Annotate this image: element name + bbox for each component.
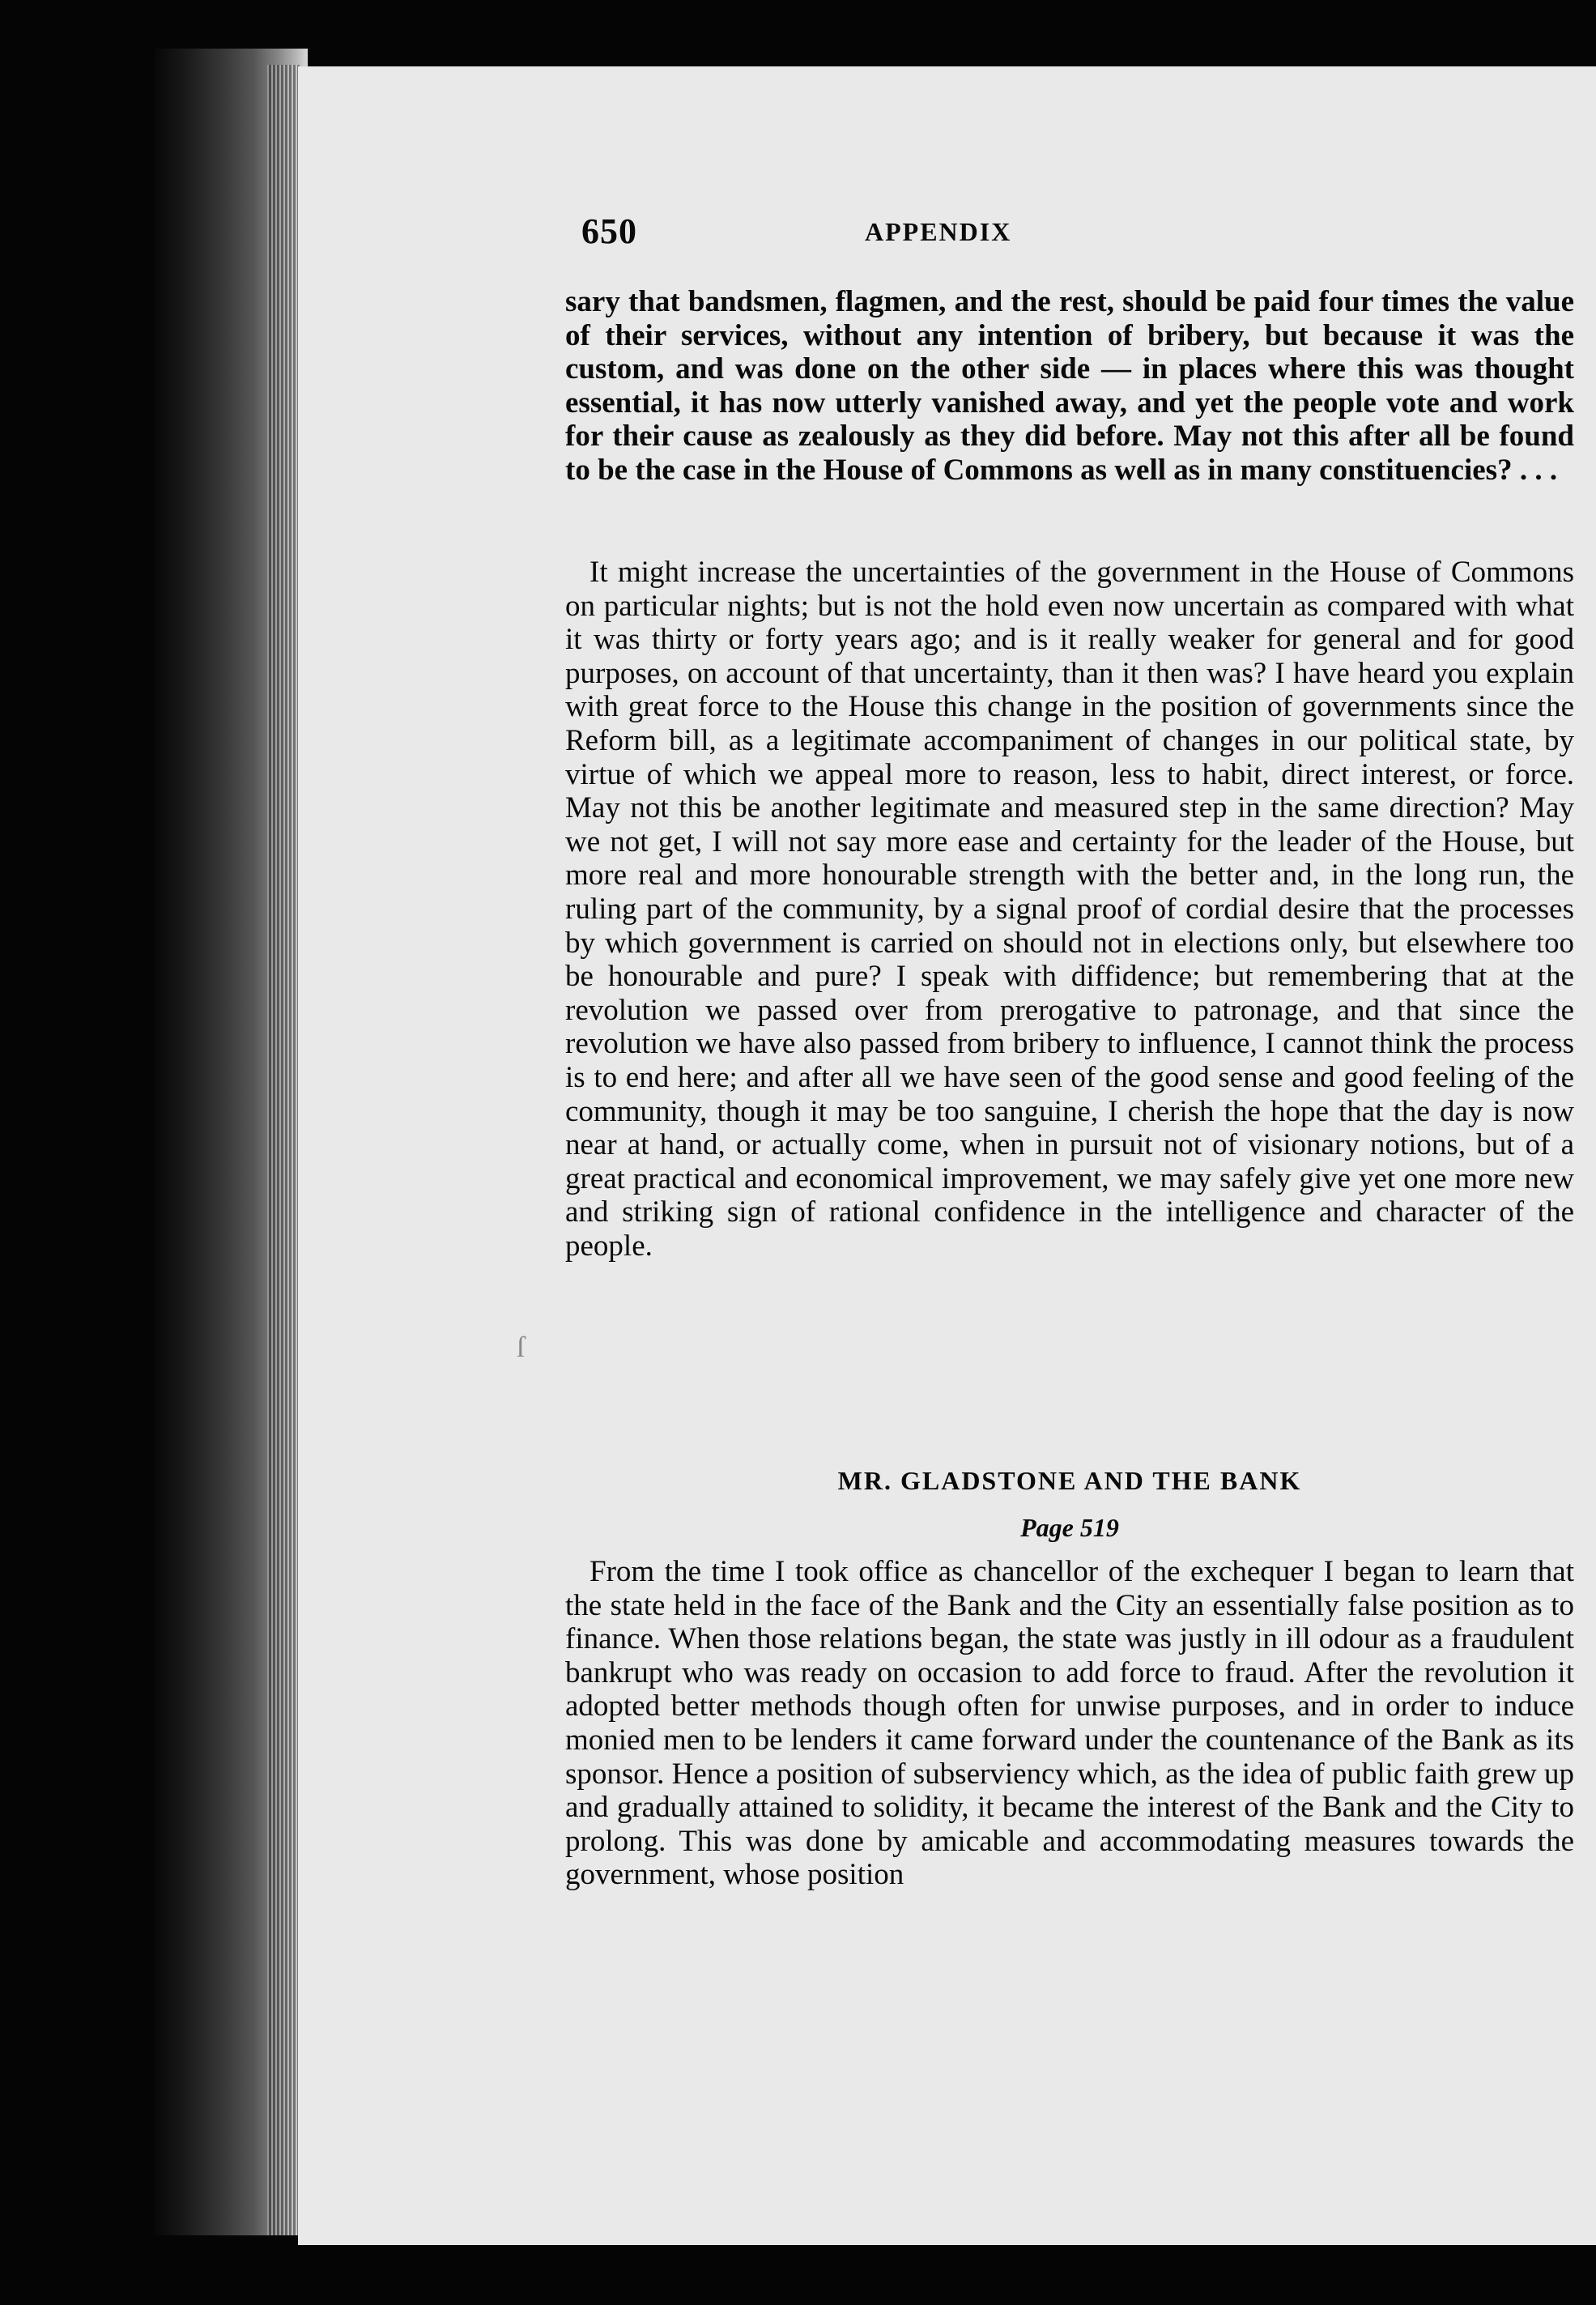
section-heading: MR. GLADSTONE AND THE BANK xyxy=(837,1466,1302,1495)
running-head xyxy=(298,211,1596,259)
paragraph-uncertainties xyxy=(565,556,1574,1263)
margin-mark: ſ xyxy=(517,1331,526,1363)
page-edge-lines xyxy=(267,65,300,2235)
book-page xyxy=(298,66,1596,2245)
continued-paragraph xyxy=(565,285,1574,488)
page-number: 650 xyxy=(581,211,637,251)
page-reference: Page 519 xyxy=(1020,1513,1119,1542)
paragraph-text: It might increase the uncertainties of the government in the House of Commons on particular nights; but is not the hold even now uncertain as compared with what it was thirty or forty years ago; and is it really weaker for general and for good purposes, on account of that uncertainty, than it then was? I have heard you explain with great force to the House this change in the position of governments since the Reform bill, as a legitimate accompaniment of changes in our political state, by virtue of which we appeal more to reason, less to habit, direct interest, or force. May not this be another legitimate and measured step in the same direction? May we not get, I will not say more ease and certainty for the leader of the House, but more real and more honourable strength with the better and, in the long run, the ruling part of the community, by a signal proof of cordial desire that the processes by which government is carried on should not in elections only, but elsewhere too be honourable and pure? I speak with diffidence; but remembering that at the revolution we passed over from prerogative to patronage, and that since the revolution we have also passed from bribery to influence, I cannot think the process is to end here; and after all we have seen of the good sense and good feeling of the community, though it may be too sanguine, I cherish the hope that the day is now near at hand, or actually come, when in pursuit not of visionary notions, but of a great practical and economical improvement, we may safely give yet one more new and striking sign of rational confidence in the intelligence and character of the people. xyxy=(565,556,1574,1263)
paragraph-text: From the time I took office as chancellor of the exchequer I began to learn that the state held in the face of the Bank and the City an essentially false position as to finance. When those relations began, the state was justly in ill odour as a fraudulent bankrupt who was ready on occasion to add force to fraud. After the revolution it adopted better methods though often for unwise purposes, and in order to induce monied men to be lenders it came forward under the countenance of the Bank as its sponsor. Hence a position of subserviency which, as the idea of public faith grew up and gradually attained to solidity, it became the interest of the Bank and the City to prolong. This was done by amicable and accommodating measures towards the government, whose position xyxy=(565,1555,1574,1892)
running-section-title: APPENDIX xyxy=(865,217,1012,246)
paragraph-continued-text: sary that bandsmen, flagmen, and the rest, should be paid four times the value of their services, without any intention of bribery, but because it was the custom, and was done on the other side — in places where this was thought essential, it has now utterly vanished away, and yet the people vote and work for their cause as zealously as they did before. May not this after all be found to be the case in the House of Commons as well as in many constituencies? . . . xyxy=(565,285,1574,487)
paragraph-bank xyxy=(565,1555,1574,1892)
